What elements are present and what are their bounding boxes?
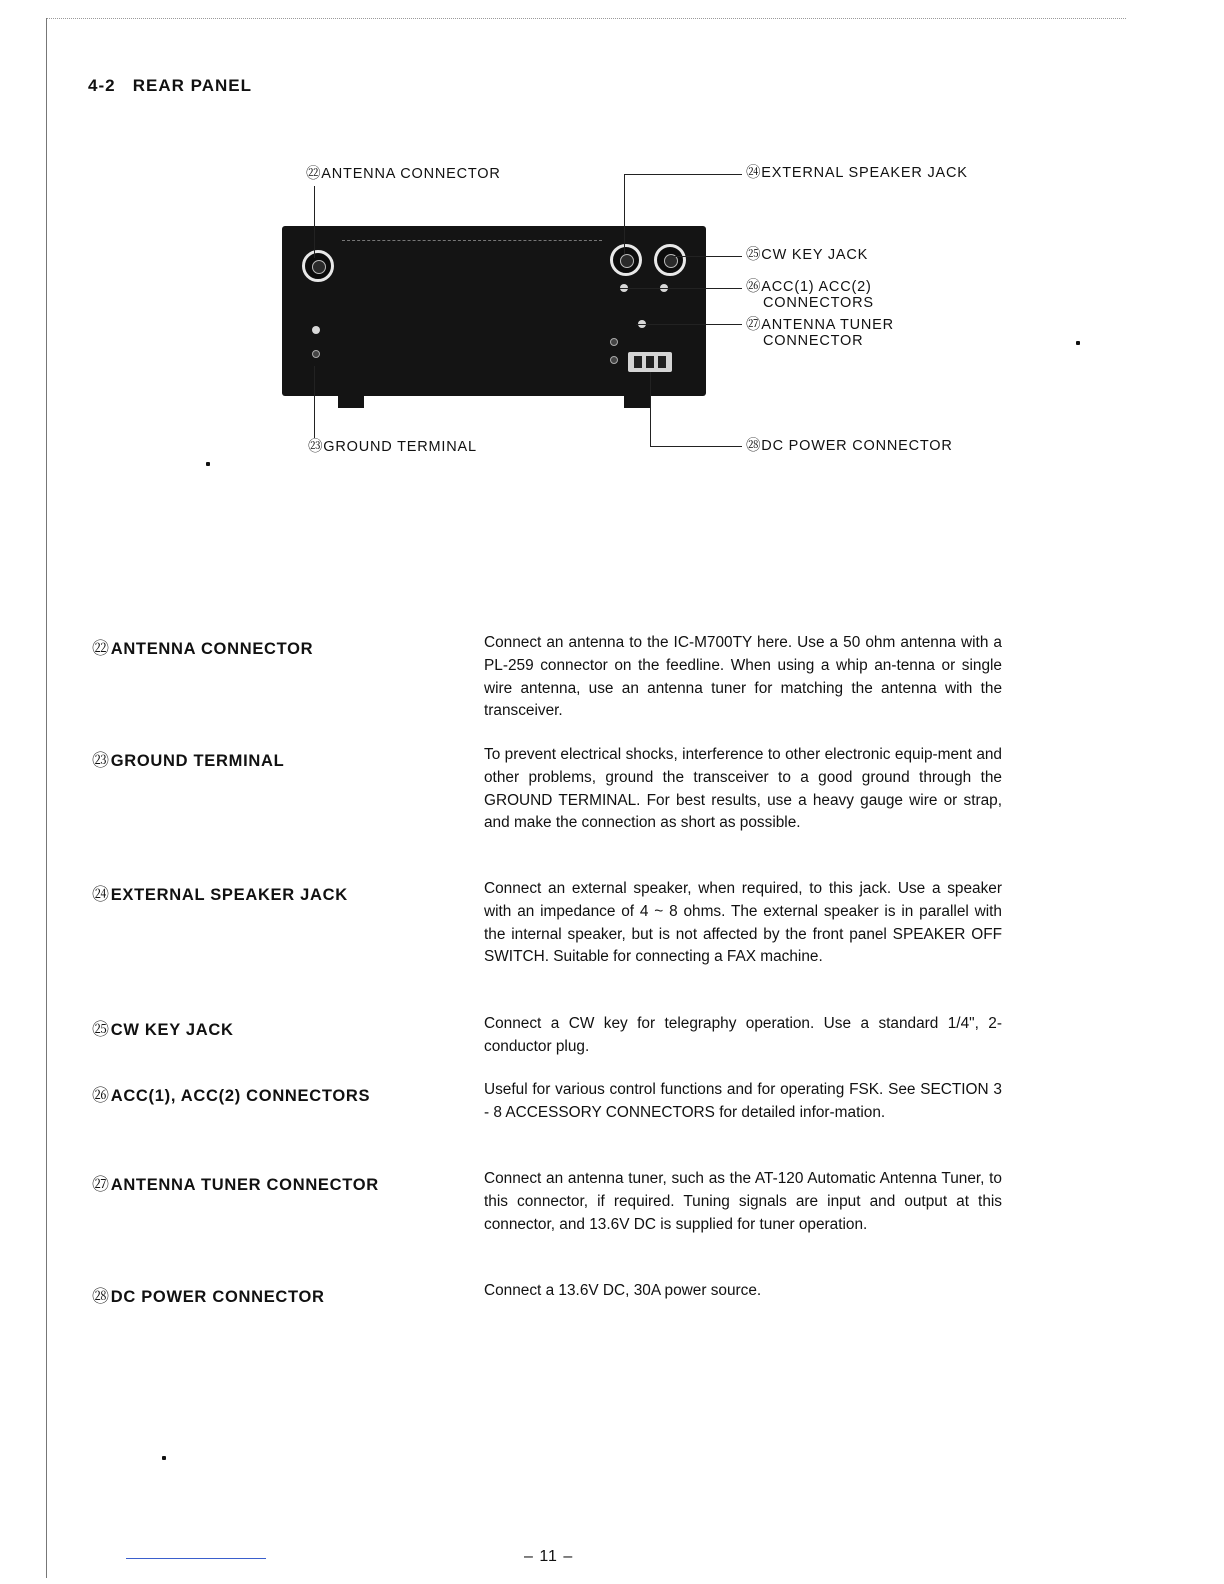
item-description: Connect an antenna tuner, such as the AT-120 Automatic Antenna Tuner, to this connector, if required. Tuning signals are input and output at this connector, and 13.6V DC is supplied for tuner operation. — [484, 1170, 1002, 1233]
screw-graphic — [312, 326, 320, 334]
dc-power-connector-graphic — [628, 352, 672, 372]
item-label: ㉔EXTERNAL SPEAKER JACK — [92, 885, 348, 904]
ground-terminal-graphic — [312, 350, 320, 358]
item-description: Connect a CW key for telegraphy operation. Use a standard 1/4", 2-conductor plug. — [484, 1015, 1002, 1055]
callout-antenna-connector: ㉒ANTENNA CONNECTOR — [306, 166, 501, 182]
item-label: ㉕CW KEY JACK — [92, 1020, 234, 1039]
scan-speck — [1076, 341, 1080, 345]
section-number: 4-2 — [88, 76, 116, 95]
callout-acc-connectors-line2: CONNECTORS — [763, 295, 874, 311]
scan-speck — [162, 1456, 166, 1460]
speaker-jack-graphic — [610, 244, 642, 276]
leader-line — [650, 446, 742, 447]
leader-line — [314, 186, 315, 258]
page-number: – 11 – — [524, 1548, 574, 1565]
leader-line — [624, 174, 625, 254]
leader-line — [672, 256, 742, 257]
item-description: Useful for various control functions and for operating FSK. See SECTION 3 - 8 ACCESSORY CONNECTORS for detailed infor-mation. — [484, 1081, 1002, 1121]
item-label: ㉖ACC(1), ACC(2) CONNECTORS — [92, 1086, 371, 1105]
scan-speck — [206, 462, 210, 466]
section-heading: REAR PANEL — [132, 76, 252, 95]
section-title — [88, 76, 252, 96]
item-label: ㉓GROUND TERMINAL — [92, 751, 285, 770]
item-description: Connect an external speaker, when required, to this jack. Use a speaker with an impedance of 4 ~ 8 ohms. The external speaker is in parallel with the internal speaker, but is not affected by the front panel SPEAKER OFF SWITCH. Suitable for connecting a FAX machine. — [484, 880, 1002, 966]
callout-antenna-tuner: ㉗ANTENNA TUNER — [746, 317, 894, 333]
vent-strip — [342, 240, 602, 242]
callout-dc-power-connector: ㉘DC POWER CONNECTOR — [746, 438, 953, 454]
callout-external-speaker-jack: ㉔EXTERNAL SPEAKER JACK — [746, 165, 968, 181]
panel-foot-right — [624, 396, 650, 408]
panel-foot-left — [338, 396, 364, 408]
page-border-left — [46, 18, 47, 1578]
callout-cw-key-jack: ㉕CW KEY JACK — [746, 247, 869, 263]
page-border-top — [46, 18, 1126, 19]
item-description: Connect a 13.6V DC, 30A power source. — [484, 1282, 762, 1299]
footer-rule — [126, 1558, 266, 1559]
item-label: ㉘DC POWER CONNECTOR — [92, 1287, 325, 1306]
leader-line — [624, 174, 742, 175]
item-description: To prevent electrical shocks, interference to other electronic equip-ment and other problems, ground the transceiver to a good ground through the GROUND TERMINAL. For best results, use a heavy gauge wire or strap, and make the connection as short as possible. — [484, 746, 1002, 832]
leader-line — [620, 288, 742, 289]
screw-graphic — [610, 356, 618, 364]
leader-line — [314, 366, 315, 438]
callout-acc-connectors: ㉖ACC(1) ACC(2) — [746, 279, 872, 295]
antenna-connector-graphic — [302, 250, 334, 282]
item-label: ㉗ANTENNA TUNER CONNECTOR — [92, 1175, 379, 1194]
leader-line — [636, 324, 742, 325]
cw-key-jack-graphic — [654, 244, 686, 276]
callout-antenna-tuner-line2: CONNECTOR — [763, 333, 864, 349]
item-label: ㉒ANTENNA CONNECTOR — [92, 639, 314, 658]
callout-ground-terminal: ㉓GROUND TERMINAL — [308, 439, 477, 455]
leader-line — [650, 372, 651, 446]
item-description: Connect an antenna to the IC-M700TY here. Use a 50 ohm antenna with a PL-259 connector on the feedline. When using a whip an-tenna or single wire antenna, use an antenna tuner for matching the antenna with the transceiver. — [484, 634, 1002, 720]
screw-graphic — [610, 338, 618, 346]
